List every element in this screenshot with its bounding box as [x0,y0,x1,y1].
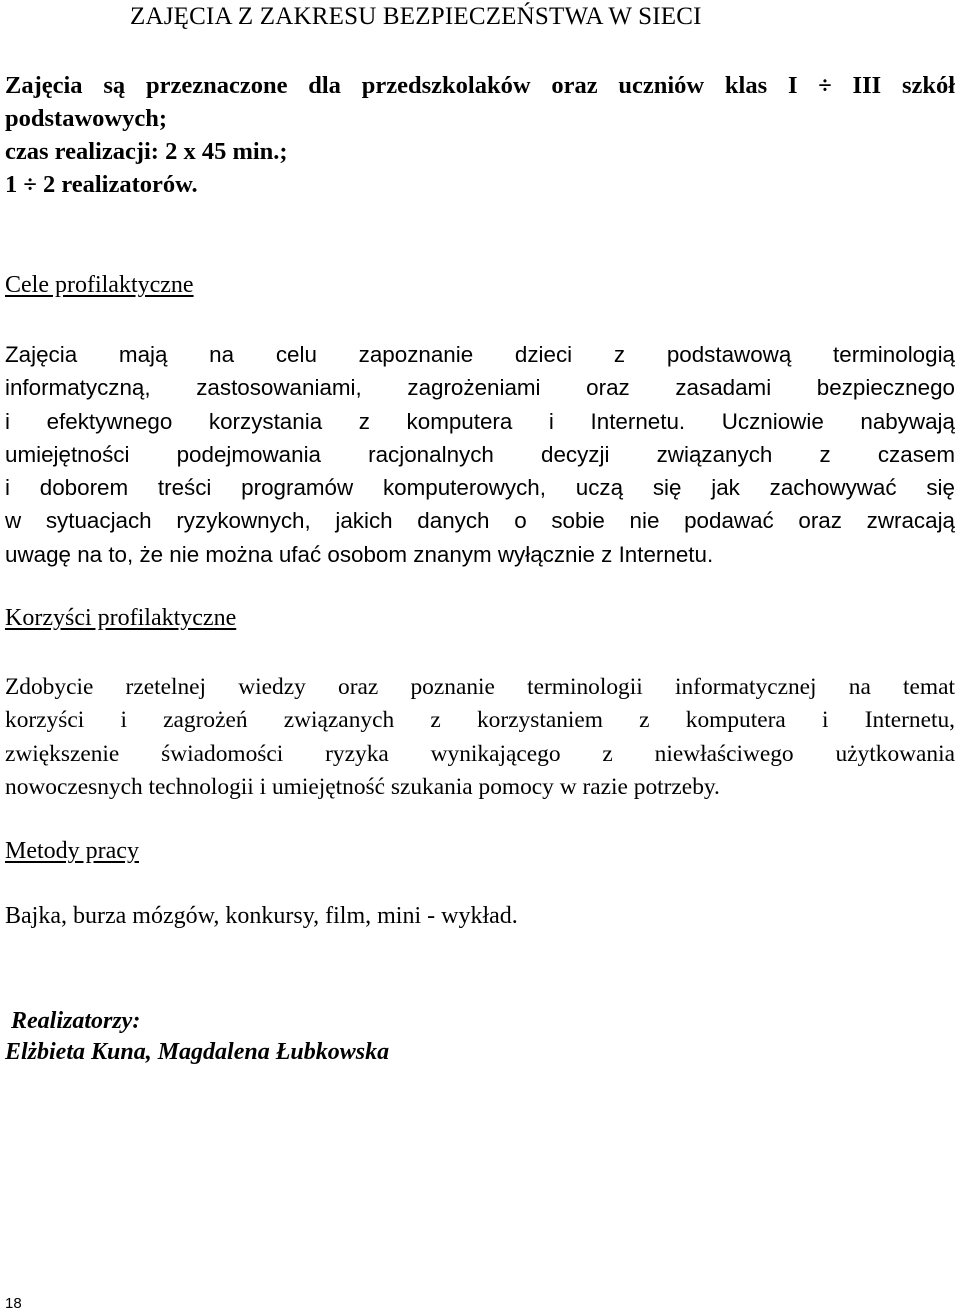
cele-line-1: Zajęcia mają na celu zapoznanie dzieci z podstawową terminologią [5,342,955,367]
section-heading-cele: Cele profilaktyczne [5,272,194,298]
intro-line-4: 1 ÷ 2 realizatorów. [5,171,198,198]
korzysci-line-3: zwiększenie świadomości ryzyka wynikającego z niewłaściwego użytkowania [5,740,955,767]
cele-line-3b: Uczniowie nabywają [721,408,955,434]
intro-line-3: czas realizacji: 2 x 45 min.; [5,138,288,165]
cele-line-2: informatyczną, zastosowaniami, zagrożeniami oraz zasadami bezpiecznego [5,375,955,401]
cele-line-6: w sytuacjach ryzykownych, jakich danych o sobie nie podawać oraz zwracają [5,508,955,534]
cele-line-7: uwagę na to, że nie można ufać osobom znanym wyłącznie z Internetu. [5,541,714,567]
authors-names: Elżbieta Kuna, Magdalena Łubkowska [5,1039,390,1065]
section-body-korzysci [5,671,955,804]
section-heading-korzysci: Korzyści profilaktyczne [5,605,237,631]
intro-line-2: podstawowych; [5,105,167,132]
section-body-metody: Bajka, burza mózgów, konkursy, film, mini - wykład. [5,903,518,929]
cele-line-5: i doborem treści programów komputerowych, uczą się jak zachowywać się [5,475,955,501]
korzysci-line-1: Zdobycie rzetelnej wiedzy oraz poznanie terminologii informatycznej na temat [5,674,955,700]
section-heading-metody: Metody pracy [5,838,139,864]
page-number: 18 [5,1295,22,1312]
document-title: ZAJĘCIA Z ZAKRESU BEZPIECZEŃSTWA W SIECI [130,3,702,30]
cele-line-3a: i efektywnego korzystania z komputera i Internetu. [5,408,686,434]
korzysci-line-2: korzyści i zagrożeń związanych z korzystaniem z komputera i Internetu, [5,707,955,734]
intro-line-1: Zajęcia są przeznaczone dla przedszkolaków oraz uczniów klas I ÷ III szkół [5,72,956,99]
intro-block [5,69,955,201]
cele-line-4: umiejętności podejmowania racjonalnych decyzji związanych z czasem [5,441,955,467]
section-body-cele [5,338,955,571]
cele-line-3 [5,405,955,438]
korzysci-line-4: nowoczesnych technologii i umiejętność szukania pomocy w razie potrzeby. [5,773,720,800]
authors-label: Realizatorzy: [11,1008,141,1034]
